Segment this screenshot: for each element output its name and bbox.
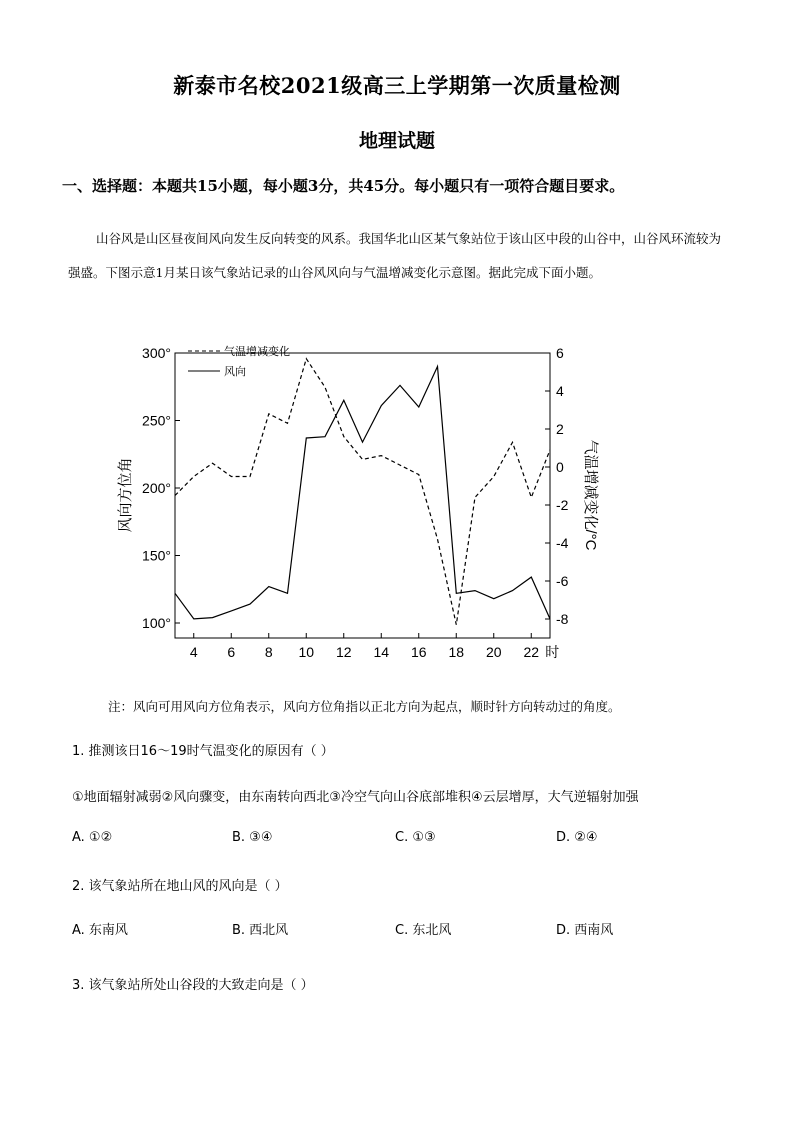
q1-option-d[interactable]: D. ②④ — [556, 830, 598, 845]
section-heading: 一、选择题：本题共15小题，每小题3分，共45分。每小题只有一项符合题目要求。 — [62, 177, 625, 195]
x-tick-label: 12 — [335, 644, 352, 660]
right-tick-label: 6 — [556, 345, 564, 361]
q2-option-b[interactable]: B. 西北风 — [232, 923, 289, 938]
x-tick-label: 20 — [485, 644, 502, 660]
right-tick-label: 0 — [556, 459, 564, 475]
intro-paragraph: 山谷风是山区昼夜间风向发生反向转变的风系。我国华北山区某气象站位于该山区中段的山谷中，山谷风环流较为强盛。下图示意1月某日该气象站记录的山谷风风向与气温增减变化示意图。据此完成下面小题。 — [68, 231, 722, 280]
x-tick-label: 18 — [448, 644, 465, 660]
page-title: 新泰市名校2021级高三上学期第一次质量检测 — [173, 73, 621, 98]
left-tick-label: 200° — [142, 480, 171, 496]
x-tick-label: 8 — [264, 644, 273, 660]
question-2-stem: 2. 该气象站所在地山风的风向是（ ） — [72, 879, 288, 894]
climate-chart — [110, 335, 599, 665]
q1-option-a[interactable]: A. ①② — [72, 830, 113, 845]
page-subtitle: 地理试题 — [358, 130, 435, 152]
x-unit-label: 时 — [545, 644, 560, 660]
left-tick-label: 100° — [142, 615, 171, 631]
q2-option-c[interactable]: C. 东北风 — [395, 923, 452, 938]
q1-option-b[interactable]: B. ③④ — [232, 830, 273, 845]
series-group — [175, 359, 550, 625]
ylabel-left: 风向方位角 — [117, 457, 134, 533]
question-1-stem: 1. 推测该日16～19时气温变化的原因有（ ） — [72, 744, 334, 759]
question-3-stem: 3. 该气象站所处山谷段的大致走向是（ ） — [72, 978, 314, 993]
series-wind-line — [175, 367, 550, 619]
chart-note: 注：风向可用风向方位角表示，风向方位角指以正北方向为起点，顺时针方向转动过的角度。 — [108, 699, 621, 714]
right-tick-label: -8 — [556, 611, 569, 627]
right-tick-label: 2 — [556, 421, 564, 437]
x-tick-label: 14 — [373, 644, 390, 660]
q2-option-d[interactable]: D. 西南风 — [556, 923, 614, 938]
right-tick-label: 4 — [556, 383, 564, 399]
right-tick-label: -2 — [556, 497, 569, 513]
legend-label-wind: 风向 — [224, 366, 246, 378]
ylabel-right: 气温增减变化/°C — [582, 439, 599, 551]
x-tick-label: 4 — [189, 644, 198, 660]
right-tick-label: -4 — [556, 535, 569, 551]
right-axis — [545, 345, 569, 627]
left-tick-label: 150° — [142, 547, 171, 564]
q1-option-c[interactable]: C. ①③ — [395, 830, 436, 845]
series-temp-line — [175, 359, 550, 625]
legend-label-temp: 气温增减变化 — [224, 346, 290, 358]
x-tick-label: 6 — [227, 644, 236, 660]
plot-frame — [175, 353, 550, 638]
right-tick-label: -6 — [556, 573, 569, 589]
x-tick-label: 16 — [410, 644, 427, 660]
x-tick-label: 10 — [298, 644, 315, 660]
question-1-statements: ①地面辐射减弱②风向骤变，由东南转向西北③冷空气向山谷底部堆积④云层增厚，大气逆辐射加强 — [72, 790, 639, 805]
left-axis — [142, 345, 180, 631]
legend — [188, 344, 290, 378]
x-tick-label: 22 — [523, 644, 540, 660]
left-tick-label: 300° — [142, 345, 171, 361]
x-axis — [190, 633, 559, 660]
left-tick-label: 250° — [142, 412, 171, 429]
q2-option-a[interactable]: A. 东南风 — [72, 923, 128, 938]
